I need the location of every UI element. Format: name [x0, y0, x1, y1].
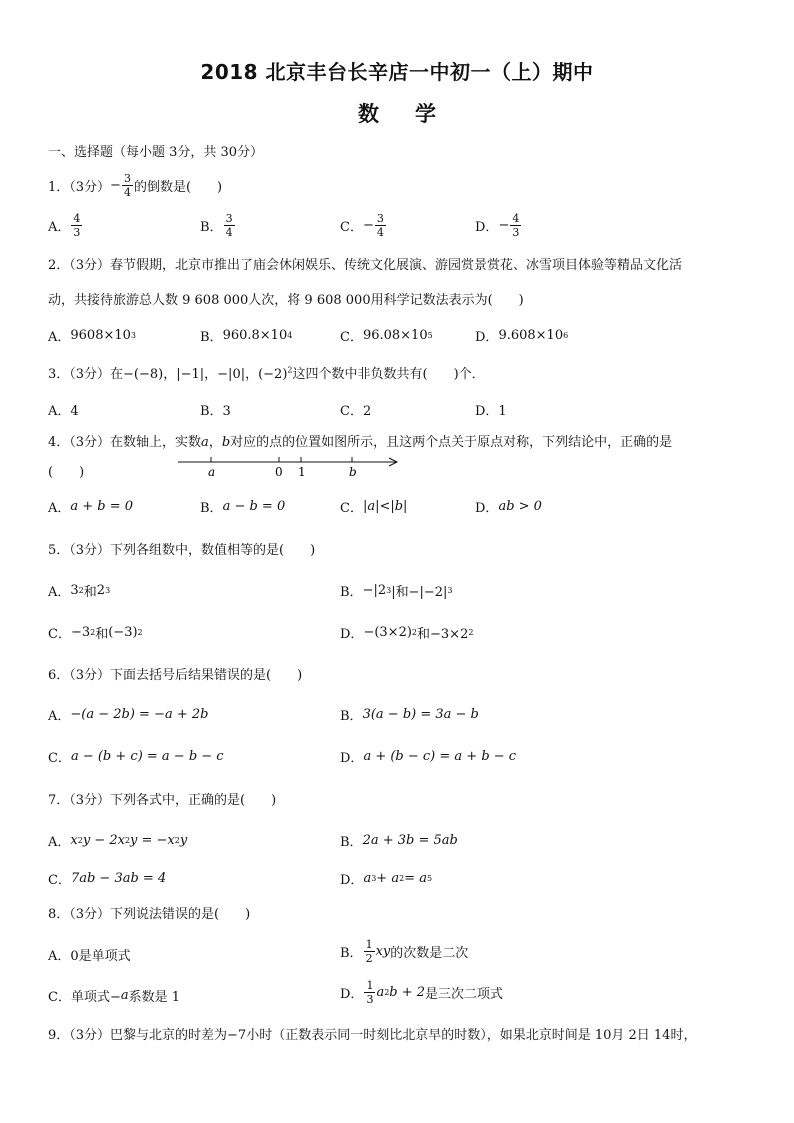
- exponent: 3: [447, 586, 453, 595]
- q8-option-a[interactable]: A．0是单项式: [48, 949, 131, 964]
- fraction-numerator: 4: [73, 212, 81, 225]
- q3-stem-suffix: 这四个数中非负数共有( )个．: [292, 367, 485, 382]
- q5-option-c[interactable]: [48, 623, 143, 642]
- section-heading: 一、选择题（每小题 3分，共 30分）: [48, 145, 264, 160]
- term: = a: [404, 871, 427, 886]
- fraction-denominator: 3: [366, 993, 374, 1006]
- question-2-line-2: 动，共接待旅游总人数 9 608 000人次，将 9 608 000用科学记数法表示为( ): [48, 293, 524, 308]
- option-label: A．: [48, 220, 71, 235]
- fraction-numerator: 1: [365, 938, 373, 951]
- option-fraction: [364, 938, 375, 965]
- option-base: 9608×10: [70, 328, 131, 343]
- fraction-denominator: 4: [376, 226, 384, 239]
- q8-option-d[interactable]: [340, 979, 503, 1006]
- option-label: B．: [200, 330, 223, 345]
- option-label: D．: [475, 220, 499, 235]
- fraction-denominator: 4: [123, 186, 131, 199]
- option-label: B．: [340, 835, 363, 850]
- question-6: 6．（3分）下面去括号后结果错误的是( ): [48, 668, 303, 683]
- exponent: 3: [105, 586, 111, 595]
- option-label: B．: [340, 709, 363, 724]
- exponent: 2: [468, 628, 474, 637]
- term: + a: [376, 871, 400, 886]
- term: y − 2x: [82, 833, 125, 848]
- option-label: C．: [340, 220, 363, 235]
- option-fraction: [510, 212, 521, 239]
- option-var: a: [120, 988, 129, 1003]
- page-title: 2018 北京丰台长辛店一中初一（上）期中: [200, 60, 594, 84]
- q2-option-c[interactable]: [340, 326, 433, 345]
- option-base: 96.08×10: [362, 328, 428, 343]
- question-5: 5．（3分）下列各组数中，数值相等的是( ): [48, 543, 316, 558]
- q3-option-c[interactable]: C．2: [340, 404, 372, 419]
- subject-char: 数: [358, 102, 379, 126]
- q2-option-b[interactable]: [200, 326, 292, 345]
- q3-option-d[interactable]: D．1: [475, 404, 507, 419]
- option-label: B．: [340, 946, 363, 961]
- exponent: 5: [426, 874, 433, 883]
- fraction-numerator: 4: [512, 212, 520, 225]
- option-label: D．: [340, 873, 364, 888]
- exponent: 2: [384, 988, 390, 997]
- term: y: [179, 833, 188, 848]
- option-label: B．: [340, 585, 363, 600]
- label-b: b: [349, 465, 357, 479]
- option-exponent: 4: [287, 331, 293, 340]
- exponent: 3: [371, 874, 377, 883]
- option-label: C．: [48, 873, 71, 888]
- option-label: C．: [340, 501, 363, 516]
- option-tail: 的次数是二次: [390, 946, 469, 961]
- exponent: 2: [399, 874, 405, 883]
- exponent: 2: [78, 586, 84, 595]
- exponent: 2: [137, 628, 143, 637]
- option-expr: a − b = 0: [222, 499, 286, 514]
- question-7: 7．（3分）下列各式中，正确的是( ): [48, 793, 277, 808]
- exponent: 3: [386, 586, 392, 595]
- label-one: 1: [298, 465, 306, 479]
- term: b + 2: [389, 985, 426, 1000]
- option-expr: a + (b − c) = a + b − c: [363, 749, 517, 764]
- q1-minus: −: [110, 178, 121, 193]
- fraction-denominator: 2: [365, 952, 373, 965]
- question-1: [48, 172, 222, 199]
- term: 和: [83, 585, 97, 600]
- question-2-line-1: 2．（3分）春节假期，北京市推出了庙会休闲娱乐、传统文化展演、游园赏景赏花、冰雪项目体验等精品文化活: [48, 258, 683, 273]
- fraction-numerator: 3: [123, 172, 131, 185]
- q3-option-b[interactable]: B．3: [200, 404, 231, 419]
- option-tail: 系数是 1: [128, 990, 181, 1005]
- q7-option-a[interactable]: [48, 831, 187, 850]
- label-a: a: [208, 465, 216, 479]
- option-fraction: [375, 212, 386, 239]
- option-label: A．: [48, 585, 71, 600]
- option-expr: |a|<|b|: [362, 499, 408, 514]
- q8-option-c[interactable]: [48, 986, 180, 1005]
- q6-option-d[interactable]: [340, 747, 516, 766]
- q8-option-b[interactable]: [340, 938, 468, 965]
- q1-stem-prefix: 1．（3分）: [48, 180, 111, 195]
- option-sign: −: [362, 218, 374, 233]
- term: x: [70, 833, 78, 848]
- fraction-denominator: 3: [73, 226, 81, 239]
- option-expr: 2a + 3b = 5ab: [362, 833, 458, 848]
- option-label: C．: [48, 751, 71, 766]
- option-base: 9.608×10: [498, 328, 564, 343]
- q4-var-b: b: [221, 435, 231, 450]
- term: 和: [95, 627, 109, 642]
- option-sign: −: [498, 218, 510, 233]
- option-expr: a − (b + c) = a − b − c: [70, 749, 224, 764]
- q5-option-a[interactable]: [48, 581, 110, 600]
- q3-exponent: 2: [287, 365, 293, 375]
- option-fraction: [364, 979, 375, 1006]
- option-label: D．: [475, 330, 499, 345]
- q7-option-b[interactable]: [340, 831, 458, 850]
- term: −|2: [362, 583, 387, 598]
- fraction-denominator: 3: [512, 226, 520, 239]
- option-expr: xy: [375, 944, 391, 959]
- fraction-numerator: 1: [366, 979, 374, 992]
- q4-option-a[interactable]: [48, 497, 133, 516]
- q6-option-a[interactable]: [48, 705, 208, 724]
- option-label: A．: [48, 501, 71, 516]
- q2-option-a[interactable]: [48, 326, 136, 345]
- q7-option-d[interactable]: [340, 869, 432, 888]
- subject-char: 学: [415, 102, 436, 126]
- q4-option-c[interactable]: [340, 497, 407, 516]
- option-expr: 7ab − 3ab = 4: [70, 871, 167, 886]
- option-exponent: 5: [427, 331, 433, 340]
- option-expr: ab > 0: [498, 499, 542, 514]
- option-label: D．: [340, 751, 364, 766]
- q7-option-c[interactable]: [48, 869, 166, 888]
- option-exponent: 3: [130, 331, 137, 340]
- q5-option-d[interactable]: [340, 623, 473, 642]
- exponent: 2: [124, 836, 131, 845]
- q1-stem-suffix: 的倒数是( ): [133, 180, 223, 195]
- q4-var-a: a: [201, 435, 209, 450]
- number-line-figure: [176, 453, 406, 483]
- option-exponent: 6: [563, 331, 569, 340]
- label-zero: 0: [275, 465, 283, 479]
- q4-sep: ，: [208, 435, 222, 450]
- q4-option-b[interactable]: [200, 497, 285, 516]
- q3-stem-prefix: 3．（3分）在−(−8)，|−1|，−|0|，(−2): [48, 367, 288, 382]
- option-label: C．: [48, 627, 71, 642]
- q6-option-c[interactable]: [48, 747, 224, 766]
- question-4-line-2: ( ): [48, 465, 85, 480]
- question-4-line-1: [48, 431, 672, 450]
- option-fraction: [71, 212, 82, 239]
- fraction-numerator: 3: [225, 212, 233, 225]
- q1-option-b[interactable]: [200, 212, 236, 239]
- q1-option-c[interactable]: [340, 212, 387, 239]
- term: −3: [70, 625, 91, 640]
- term: a: [376, 985, 385, 1000]
- term: |和−|−2|: [391, 585, 448, 600]
- option-label: B．: [200, 501, 223, 516]
- q5-option-b[interactable]: [340, 581, 453, 600]
- option-expr: 3(a − b) = 3a − b: [362, 707, 479, 722]
- question-9-line-1: 9．（3分）巴黎与北京的时差为−7小时（正数表示同一时刻比北京早的时数），如果北京时间是 10月 2日 14时，: [48, 1028, 697, 1043]
- option-label: A．: [48, 709, 71, 724]
- option-fraction: [224, 212, 235, 239]
- option-base: 960.8×10: [222, 328, 288, 343]
- question-8: 8．（3分）下列说法错误的是( ): [48, 907, 251, 922]
- term: 3: [70, 583, 79, 598]
- q1-option-a[interactable]: [48, 212, 83, 239]
- term: a: [363, 871, 372, 886]
- term: 和−3×2: [417, 627, 469, 642]
- option-tail: 是三次二项式: [425, 987, 504, 1002]
- option-label: D．: [340, 987, 364, 1002]
- q4-option-d[interactable]: [475, 497, 542, 516]
- option-expr: −(a − 2b) = −a + 2b: [70, 707, 209, 722]
- question-3: [48, 363, 485, 382]
- exponent: 2: [174, 836, 180, 845]
- q4-stem-prefix: 4．（3分）在数轴上，实数: [48, 435, 202, 450]
- option-label: A．: [48, 330, 71, 345]
- option-label: D．: [340, 627, 364, 642]
- q3-option-a[interactable]: A．4: [48, 404, 79, 419]
- term: −(3×2): [363, 625, 412, 640]
- exponent: 2: [411, 628, 418, 637]
- option-label: C．单项式−: [48, 990, 121, 1005]
- fraction-numerator: 3: [376, 212, 384, 225]
- term: (−3): [108, 625, 138, 640]
- q1-fraction: [122, 172, 133, 199]
- q4-stem-suffix: 对应的点的位置如图所示，且这两个点关于原点对称，下列结论中，正确的是: [230, 435, 673, 450]
- subject-title: [0, 98, 794, 128]
- exponent: 2: [77, 836, 83, 845]
- option-label: C．: [340, 330, 363, 345]
- option-label: B．: [200, 220, 223, 235]
- exponent: 2: [90, 628, 96, 637]
- q1-option-d[interactable]: [475, 212, 522, 239]
- q2-option-d[interactable]: [475, 326, 568, 345]
- option-expr: a + b = 0: [70, 499, 134, 514]
- fraction-denominator: 4: [225, 226, 233, 239]
- option-label: D．: [475, 501, 499, 516]
- option-label: A．: [48, 835, 71, 850]
- term: 2: [96, 583, 106, 598]
- term: y = −x: [130, 833, 175, 848]
- q6-option-b[interactable]: [340, 705, 479, 724]
